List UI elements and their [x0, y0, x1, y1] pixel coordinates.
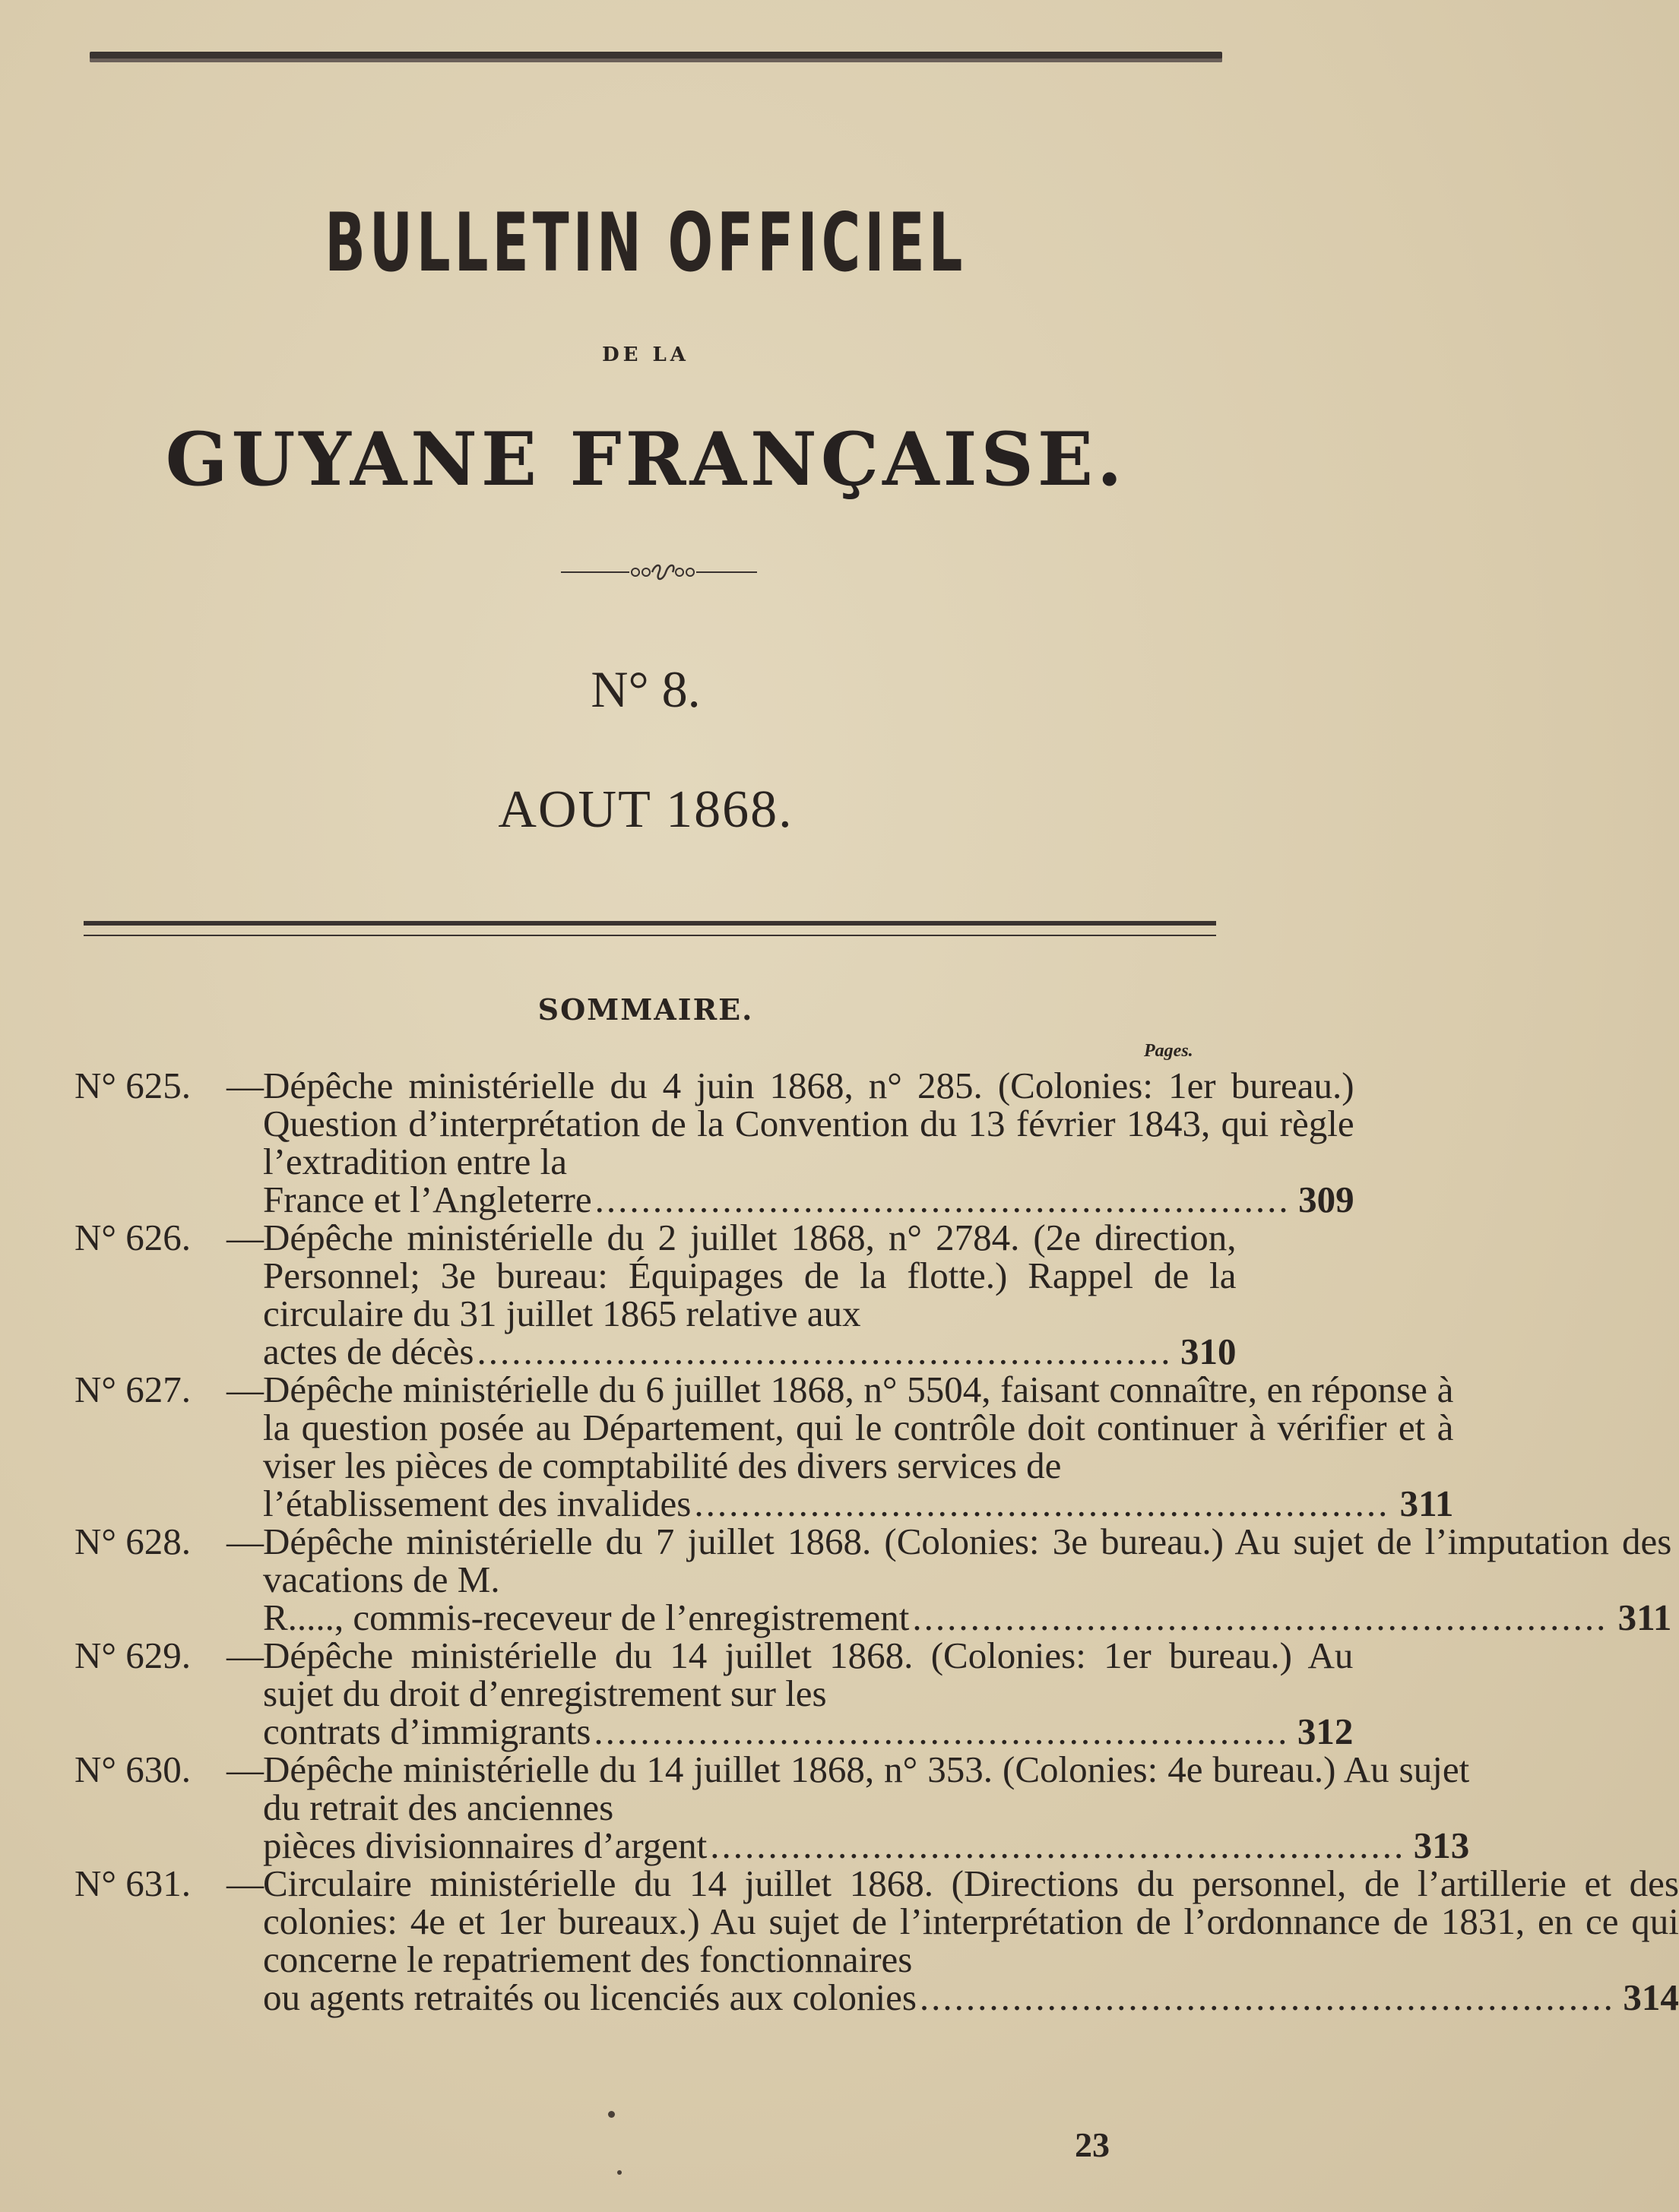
pages-column-label: Pages.: [1144, 1041, 1193, 1061]
ink-speck: [617, 2170, 622, 2175]
toc-entry: [74, 1748, 1470, 1866]
toc-entry: [74, 1065, 1354, 1220]
entry-text: Dépêche ministérielle du 6 juillet 1868, n° 5504, faisant connaître, en réponse à la question posée au Département, qui le contrôle doit continuer à vérifier et à viser les pièces de comptabilité des divers services de: [263, 1369, 1454, 1486]
entry-dash: —: [227, 1748, 264, 1790]
entry-page: 310: [1180, 1331, 1237, 1372]
entry-last-line: [263, 1976, 1679, 2018]
entry-text: Dépêche ministérielle du 2 juillet 1868, n° 2784. (2e direction, Personnel; 3e bureau: Équipages de la flotte.) Rappel de la circulaire du 31 juillet 1865 relative aux: [263, 1217, 1237, 1334]
entry-number: N° 631.: [74, 1862, 191, 1904]
entry-number: N° 630.: [74, 1748, 191, 1790]
entry-text: Dépêche ministérielle du 4 juin 1868, n° 285. (Colonies: 1er bureau.) Question d’interprétation de la Convention du 13 février 1843, qui règle l’extradition entre la: [263, 1065, 1354, 1182]
toc-entry: [74, 1217, 1237, 1372]
entry-dash: —: [227, 1369, 264, 1410]
entry-page: 314: [1623, 1976, 1679, 2018]
double-rule: [84, 921, 1216, 936]
entry-dash: —: [227, 1065, 264, 1106]
entry-last-line: [263, 1599, 1671, 1637]
ink-speck: [608, 2111, 615, 2118]
dot-leader: ............................................................: [919, 1976, 1615, 2018]
entry-last-text: pièces divisionnaires d’argent: [263, 1824, 708, 1866]
entry-body: [263, 1219, 1237, 1371]
colony-title: GUYANE FRANÇAISE.: [165, 416, 1126, 502]
toc-entry: [74, 1862, 1679, 2018]
summary-heading: SOMMAIRE.: [537, 992, 754, 1027]
ornament-divider: [561, 559, 757, 585]
entry-page: 309: [1298, 1179, 1354, 1220]
entry-text: Circulaire ministérielle du 14 juillet 1868. (Directions du personnel, de l’artillerie et des colonies: 4e et 1er bureaux.) Au sujet de l’interprétation de l’ordonnance de 1831, en ce qui concerne le repatriement des fonctionnaires: [263, 1862, 1679, 1980]
entry-last-text: actes de décès: [263, 1331, 474, 1372]
toc-entry: [74, 1634, 1354, 1752]
dot-leader: ............................................................: [477, 1331, 1173, 1372]
entry-number: N° 627.: [74, 1369, 191, 1410]
dot-leader: ............................................................: [912, 1597, 1608, 1638]
entry-body: [263, 1067, 1354, 1219]
issue-number: N° 8.: [591, 660, 701, 718]
entry-dash: —: [227, 1217, 264, 1258]
entry-last-text: France et l’Angleterre: [263, 1179, 592, 1220]
entry-page: 311: [1617, 1597, 1672, 1638]
entry-last-line: [263, 1181, 1354, 1219]
page-number: 23: [1075, 2125, 1110, 2164]
entry-body: [263, 1634, 1354, 1752]
entry-body: [263, 1523, 1671, 1637]
entry-last-text: l’établissement des invalides: [263, 1483, 692, 1524]
dot-leader: ............................................................: [594, 1179, 1291, 1220]
entry-number: N° 628.: [74, 1521, 191, 1562]
dot-leader: ............................................................: [594, 1710, 1290, 1752]
entry-last-line: [263, 1824, 1470, 1866]
top-rule: [90, 52, 1222, 62]
entry-page: 313: [1413, 1824, 1470, 1866]
issue-date: AOUT 1868.: [498, 780, 794, 839]
title-connector: DE LA: [602, 343, 689, 366]
entry-body: [263, 1371, 1453, 1523]
entry-body: [263, 1748, 1470, 1866]
dot-leader: ............................................................: [710, 1824, 1406, 1866]
entry-page: 311: [1399, 1483, 1454, 1524]
entry-dash: —: [227, 1521, 264, 1562]
entry-body: [263, 1862, 1679, 2018]
entry-last-line: [263, 1485, 1453, 1523]
entry-last-line: [263, 1333, 1237, 1371]
entry-last-text: ou agents retraités ou licenciés aux colonies: [263, 1976, 917, 2018]
entry-text: Dépêche ministérielle du 14 juillet 1868. (Colonies: 1er bureau.) Au sujet du droit d’enregistrement sur les: [263, 1634, 1354, 1714]
toc-entry: [74, 1369, 1454, 1524]
dot-leader: ............................................................: [694, 1483, 1390, 1524]
entry-number: N° 625.: [74, 1065, 191, 1106]
entry-dash: —: [227, 1862, 264, 1904]
entry-text: Dépêche ministérielle du 7 juillet 1868. (Colonies: 3e bureau.) Au sujet de l’imputation des vacations de M.: [263, 1521, 1672, 1600]
entry-last-text: R....., commis-receveur de l’enregistrement: [263, 1597, 910, 1638]
entry-number: N° 629.: [74, 1634, 191, 1676]
entry-number: N° 626.: [74, 1217, 191, 1258]
entry-last-text: contrats d’immigrants: [263, 1710, 591, 1752]
table-of-contents: [74, 1065, 1679, 2018]
entry-page: 312: [1297, 1710, 1354, 1752]
toc-entry: [74, 1521, 1672, 1638]
bulletin-title: BULLETIN OFFICIEL: [325, 196, 967, 290]
entry-text: Dépêche ministérielle du 14 juillet 1868, n° 353. (Colonies: 4e bureau.) Au sujet du retrait des anciennes: [263, 1748, 1470, 1828]
entry-last-line: [263, 1710, 1354, 1752]
entry-dash: —: [227, 1634, 264, 1676]
